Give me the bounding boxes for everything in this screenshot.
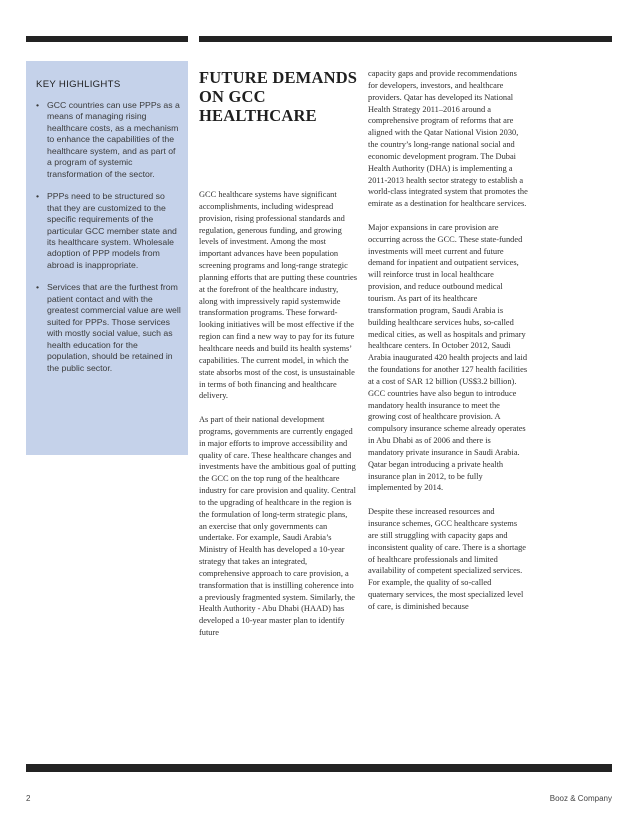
top-rule-right xyxy=(199,36,612,42)
list-item-text: PPPs need to be structured so that they are customized to the specific requirements of the particular GCC member state and its healthcare system. Wholesale adoption of PPP models from abroad is inappropriate. xyxy=(47,191,177,270)
article-title: FUTURE DEMANDS ON GCC HEALTHCARE xyxy=(199,68,358,125)
page-number: 2 xyxy=(26,794,31,803)
key-highlights-heading: KEY HIGHLIGHTS xyxy=(36,79,121,90)
paragraph: As part of their national development programs, governments are currently engaged in major efforts to improve accessibility and quality of care. These healthcare changes and investments have the ambitious goal of putting the GCC on the top rung of the healthcare industry for care provision and quality. Central to the upgrading of healthcare in the region is the formulation of long-term strategic plans, an exercise that only governments can undertake. For example, Saudi Arabia’s Ministry of Health has developed a 10-year strategy that takes an integrated, comprehensive approach to care provision, a transformation that is instilling coherence into a previously fragmented system. Similarly, the Health Authority - Abu Dhabi (HAAD) has developed a 10-year master plan to identify future xyxy=(199,414,356,638)
article-column-right xyxy=(368,68,528,625)
bullet-icon: • xyxy=(36,282,40,293)
top-rule-left xyxy=(26,36,188,42)
list-item xyxy=(36,100,181,180)
company-name: Booz & Company xyxy=(549,794,612,803)
list-item-text: GCC countries can use PPPs as a means of managing rising healthcare costs, as a mechanism to enhance the capabilities of the healthcare system, and as part of a program of systemic transformation of the sector. xyxy=(47,100,180,179)
paragraph: Despite these increased resources and insurance schemes, GCC healthcare systems are still struggling with capacity gaps and inconsistent quality of care. There is a shortage of healthcare professionals and limited availability of competent specialized services. For example, the quality of so-called quaternary services, the most specialized level of care, is diminished because xyxy=(368,507,526,611)
list-item xyxy=(36,282,181,374)
key-highlights-list xyxy=(36,100,181,374)
bottom-rule xyxy=(26,764,612,772)
bullet-icon: • xyxy=(36,100,40,110)
bullet-icon: • xyxy=(36,191,40,202)
paragraph: capacity gaps and provide recommendations for developers, investors, and healthcare providers. Qatar has developed its National Health Strategy 2011–2016 around a comprehensive program of reforms that are aligned with the Qatar National Vision 2030, the country’s long-range national social and economic development program. The Dubai Health Authority (DHA) is implementing a 2011-2013 health sector strategy to establish a world-class integrated system that promotes the emirate as a destination for healthcare services. xyxy=(368,69,528,209)
list-item-text: Services that are the furthest from patient contact and with the greatest commercial value are well suited for PPPs. Those services with mostly social value, such as health education for the population, should be retained in the public sector. xyxy=(47,282,181,373)
key-highlights-box xyxy=(26,61,188,455)
article-column-middle xyxy=(199,189,357,651)
list-item xyxy=(36,191,181,271)
paragraph: Major expansions in care provision are occurring across the GCC. These state-funded investments will meet current and future demand for inpatient and outpatient services, will reinforce trust in local healthcare provision, and reduce outbound medical tourism. As part of its healthcare transformation program, Saudi Arabia is building healthcare services hubs, so-called medical cities, as well as hospitals and primary healthcare centers. In October 2012, Saudi Arabia inaugurated 420 health projects and laid the foundations for another 127 health facilities at a cost of SAR 12 billion (US$3.2 billion). GCC countries have also begun to introduce mandatory health insurance to meet the growing cost of healthcare provision. A compulsory insurance scheme already operates in Abu Dhabi as of 2006 and there is mandatory private insurance in Saudi Arabia. Qatar began introducing a private health insurance plan in 2012, to be fully implemented by 2014. xyxy=(368,222,528,493)
paragraph: GCC healthcare systems have significant accomplishments, including widespread provision, rising professional standards and regulation, generous funding, and growing levels of investment. Among the most important advances have been population screening programs and long-range strategic planning efforts that are putting these countries at the forefront of the healthcare industry, along with impressively rapid systemwide transformation programs. These forward-looking initiatives will be most effective if the region can find a new way to pay for its future healthcare needs and build its health systems’ capabilities. The current model, in which the state absorbs most of the cost, is unsustainable in terms of both financing and healthcare delivery. xyxy=(199,190,357,401)
